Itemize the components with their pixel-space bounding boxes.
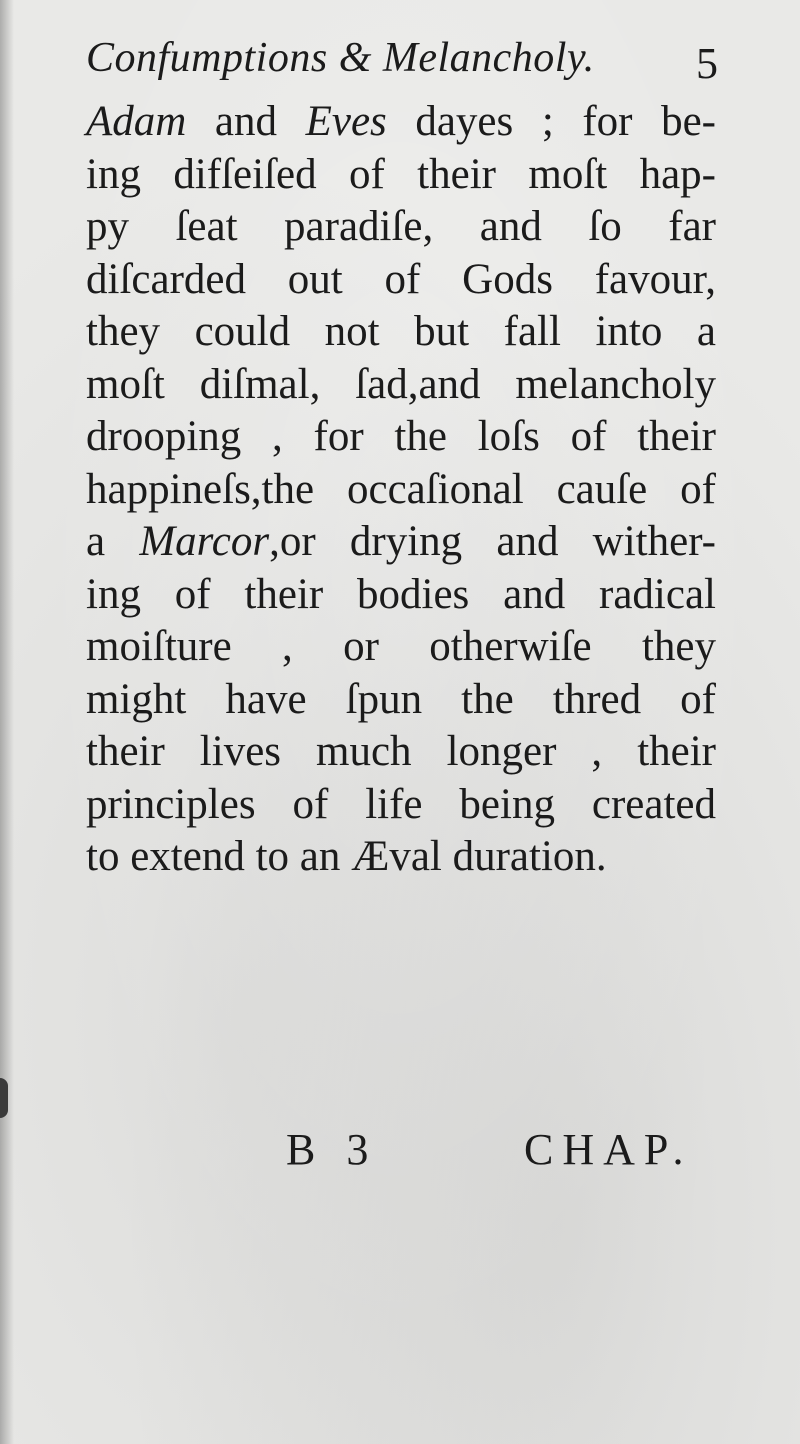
text-line-3: py ſeat paradiſe, and ſo far xyxy=(86,203,716,250)
page-footer xyxy=(0,1124,800,1184)
body-text xyxy=(86,96,716,884)
text-line-1 xyxy=(86,96,716,149)
line-fragment: a xyxy=(86,518,140,565)
line-fragment: dayes ; for be- xyxy=(386,98,716,145)
line-fragment: and xyxy=(186,98,306,145)
text-line-13: their lives much longer , their xyxy=(86,728,716,775)
text-line-7: drooping , for the loſs of their xyxy=(86,413,716,460)
running-title: Confumptions & Melancholy. xyxy=(86,35,595,81)
binding-mark xyxy=(0,1078,8,1118)
catchword: CHAP. xyxy=(524,1125,693,1174)
signature-mark: B 3 xyxy=(286,1125,379,1174)
text-line-15: to extend to an Æval duration. xyxy=(86,833,607,880)
page-number: 5 xyxy=(696,39,718,88)
name-eves: Eves xyxy=(305,98,387,145)
text-line-8: happineſs,the occaſional cauſe of xyxy=(86,465,716,513)
text-line-10: ing of their bodies and radical xyxy=(86,570,716,618)
text-line-6: moſt diſmal, ſad,and melancholy xyxy=(86,360,716,408)
page-gutter-shadow xyxy=(0,0,14,1444)
text-line-14: principles of life being created xyxy=(86,780,716,828)
text-line-9 xyxy=(86,516,716,569)
running-head xyxy=(86,34,726,94)
term-marcor: Marcor xyxy=(139,518,270,565)
line-fragment: ,or drying and wither- xyxy=(269,518,716,565)
text-line-12: might have ſpun the thred of xyxy=(86,675,716,723)
name-adam: Adam xyxy=(86,98,187,145)
text-line-11: moiſture , or otherwiſe they xyxy=(86,623,716,670)
text-line-2: ing difſeiſed of their moſt hap- xyxy=(86,150,716,198)
text-line-4: diſcarded out of Gods favour, xyxy=(86,255,716,303)
text-line-5: they could not but fall into a xyxy=(86,308,716,355)
